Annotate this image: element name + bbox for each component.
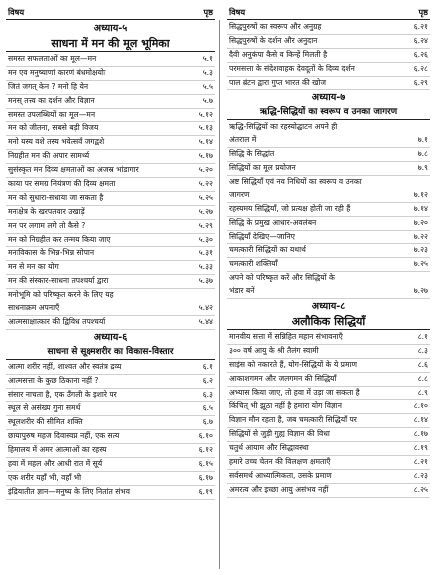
entry-title: मन को निग्रहीत कर तन्मय किया जाए <box>8 234 111 244</box>
toc-entry[interactable] <box>227 414 430 428</box>
entry-page: ७.२३ <box>413 245 428 255</box>
toc-entry[interactable] <box>6 472 215 486</box>
right-column <box>227 6 430 569</box>
toc-entry[interactable] <box>227 484 430 498</box>
entry-title: सिद्धि के सिद्धांत <box>229 149 275 159</box>
entry-title: विज्ञान मौन रहता है, जब चमत्कारी सिद्धियाँ पर <box>229 415 357 425</box>
toc-entry-continued[interactable] <box>6 302 215 316</box>
entry-title: परमसत्ता के संदेशवाहक देवदूतों के दिव्य दर्शन <box>229 63 355 73</box>
entry-page: ७.८ <box>417 149 428 159</box>
entry-title: आकाशगमन और जलगमन की सिद्धियाँ <box>229 373 337 383</box>
entry-page: ५.७ <box>202 95 213 105</box>
entry-page: ६.३ <box>202 389 213 399</box>
toc-entry[interactable] <box>227 21 430 35</box>
page-header: पृष्ठ <box>203 7 213 17</box>
chapter-8-title: अलौकिक सिद्धियाँ <box>227 314 430 330</box>
entry-page: ६.१ <box>202 361 213 371</box>
entry-title: अमरत्व और इच्छा आयु असंभव नहीं <box>229 484 329 494</box>
entry-page: ८.१० <box>413 401 428 411</box>
toc-entry[interactable] <box>6 150 215 164</box>
toc-entry[interactable] <box>227 258 430 272</box>
toc-entry[interactable] <box>6 109 215 123</box>
entry-page: ५.२७ <box>198 206 213 216</box>
toc-entry[interactable] <box>6 192 215 206</box>
entry-title: मन की संस्कार-साधना तपश्चर्या द्वारा <box>8 276 109 286</box>
toc-entry[interactable] <box>6 220 215 234</box>
entry-page: ५.१२ <box>198 109 213 119</box>
entry-title: मनःविकास के भिन्न-भिन्न सोपान <box>8 248 95 258</box>
toc-entry[interactable] <box>6 375 215 389</box>
entry-page: ६.७ <box>202 417 213 427</box>
toc-entry[interactable] <box>227 456 430 470</box>
toc-entry-continued[interactable] <box>227 285 430 299</box>
toc-entry[interactable] <box>6 53 215 67</box>
toc-entry[interactable] <box>227 49 430 63</box>
toc-entry[interactable] <box>6 361 215 375</box>
entry-page: ८.१९ <box>413 443 428 453</box>
left-header <box>6 6 215 20</box>
entry-page: ७.१२ <box>413 189 428 199</box>
entry-title: स्थूलशरीर की सीमित शक्ति <box>8 417 83 427</box>
chapter-5-title: साधना में मन की मूल भूमिका <box>6 36 215 52</box>
left-column <box>6 6 215 569</box>
toc-entry[interactable] <box>6 289 215 302</box>
entry-page: ५.३० <box>198 234 213 244</box>
entry-title: सुसंस्कृत मन दिव्य क्षमताओं का अजस्र भांडागार <box>8 165 139 175</box>
entry-title: मन एव मनुष्याणां कारणं बंधमोक्षयोः <box>8 67 106 77</box>
chapter-7-list-a <box>227 148 430 176</box>
entry-title: अष्ट सिद्धियाँ एवं नव निधियों का स्वरूप व उनका <box>229 177 362 186</box>
entry-page: ६.१५ <box>198 459 213 469</box>
toc-entry[interactable] <box>227 345 430 359</box>
entry-title: पाल ब्रंटन द्वारा गुप्त भारत की खोज <box>229 77 326 87</box>
chapter-6-label: अध्याय-६ <box>93 331 128 343</box>
entry-title: समस्त उपलब्धियों का मूल—मन <box>8 109 96 119</box>
entry-page: ८.६ <box>417 359 428 369</box>
entry-title: अंतराल में <box>229 135 257 145</box>
column-divider <box>219 20 220 569</box>
entry-title: मनःक्षेत्र के खरपतवार उखाड़ें <box>8 206 85 216</box>
subject-header: विषय <box>229 7 246 17</box>
entry-title: स्थूल से असंख्य गुना समर्थ <box>8 403 81 413</box>
entry-title: आत्मा शरीर नहीं, शाश्वत और स्वतंत्र द्रव्य <box>8 361 122 371</box>
entry-page: ७.२५ <box>413 259 428 269</box>
toc-entry[interactable] <box>6 164 215 178</box>
entry-page: ६.१७ <box>198 472 213 482</box>
toc-entry[interactable] <box>227 387 430 401</box>
toc-entry[interactable] <box>227 442 430 456</box>
entry-page: ६.२ <box>202 375 213 385</box>
entry-title: मानवीय सत्ता में सन्निहित महान संभावनाएँ <box>229 332 343 342</box>
entry-page: ५.३३ <box>198 262 213 272</box>
toc-entry[interactable] <box>227 231 430 245</box>
subject-header: विषय <box>8 7 25 17</box>
entry-page: ७.१ <box>417 135 428 145</box>
toc-entry[interactable] <box>6 247 215 261</box>
entry-page: ५.२५ <box>198 192 213 202</box>
toc-entry[interactable] <box>227 203 430 217</box>
entry-page: ६.२८ <box>413 63 428 73</box>
toc-entry[interactable] <box>6 67 215 81</box>
toc-entry[interactable] <box>227 470 430 484</box>
entry-page: ८.१ <box>417 332 428 342</box>
entry-title: किंचित् भी झूठा नहीं है हमारा योग विज्ञान <box>229 401 342 411</box>
toc-entry[interactable] <box>6 416 215 430</box>
toc-entry[interactable] <box>227 359 430 373</box>
toc-entry[interactable] <box>227 373 430 387</box>
entry-page: ५.१ <box>202 53 213 63</box>
entry-page: ६.१० <box>198 431 213 441</box>
entry-page: ५.१४ <box>198 137 213 147</box>
entry-page: ८.२३ <box>413 470 428 480</box>
toc-entry[interactable] <box>227 35 430 49</box>
entry-page: ५.१३ <box>198 123 213 133</box>
entry-title: भंडार बनें <box>229 286 255 296</box>
entry-page: ६.५ <box>202 403 213 413</box>
toc-entry[interactable] <box>227 162 430 176</box>
entry-title: चतुर्थ आयाम और सिद्धावस्था <box>229 443 309 453</box>
entry-page: ७.२२ <box>413 231 428 241</box>
entry-page: ८.९ <box>417 387 428 397</box>
toc-entry[interactable] <box>6 95 215 109</box>
toc-entry[interactable] <box>227 244 430 258</box>
entry-page: ७.१४ <box>413 203 428 213</box>
entry-title: सिद्धि के प्रमुख आधार-अवलंबन <box>229 217 317 227</box>
entry-title: मनस् तत्त्व का दर्शन और विज्ञान <box>8 95 95 105</box>
toc-entry[interactable] <box>227 331 430 345</box>
chapter-6-continued-list <box>227 21 430 90</box>
right-header <box>227 6 430 20</box>
entry-page: ५.३ <box>202 67 213 77</box>
entry-page: ८.१७ <box>413 429 428 439</box>
entry-title: मनो यस्य वशे तस्य भवेत्सर्वं जगद्वशे <box>8 137 105 147</box>
entry-title: सिद्धियों से जुड़ी गुह्य विज्ञान की विधा <box>229 429 330 439</box>
toc-entry[interactable] <box>227 272 430 285</box>
entry-title: दैवी अनुकंपा कैसे व किन्हें मिलती है <box>229 49 328 59</box>
entry-page: ५.३१ <box>198 248 213 258</box>
entry-page: ७.२० <box>413 217 428 227</box>
entry-page: ५.२० <box>198 165 213 175</box>
entry-title: अपने को परिष्कृत करें और सिद्धियों के <box>229 273 335 283</box>
toc-entry-continued[interactable] <box>227 189 430 203</box>
entry-page: ५.५ <box>202 81 213 91</box>
toc-entry[interactable] <box>6 486 215 500</box>
toc-entry[interactable] <box>227 77 430 91</box>
toc-entry[interactable] <box>6 206 215 220</box>
toc-entry[interactable] <box>6 402 215 416</box>
chapter-5-list <box>6 53 215 289</box>
entry-title: जितं जगत् केन ? मनो हि येन <box>8 81 89 91</box>
toc-entry[interactable] <box>6 234 215 248</box>
entry-page: ७.२७ <box>413 286 428 296</box>
entry-page: ६.२६ <box>413 49 428 59</box>
entry-page: ५.४२ <box>198 303 213 313</box>
entry-page: ८.३ <box>417 345 428 355</box>
toc-entry-continued[interactable] <box>227 134 430 148</box>
entry-title: मन से मन का योग <box>8 262 59 272</box>
toc-entry[interactable] <box>6 430 215 444</box>
toc-entry[interactable] <box>6 81 215 95</box>
chapter-7-list-b <box>227 203 430 272</box>
entry-page: ८.८ <box>417 373 428 383</box>
entry-page: ६.२१ <box>413 21 428 31</box>
entry-title: सिद्धपुरुषों का स्वरूप और अनुग्रह <box>229 21 322 31</box>
entry-title: जागरण <box>229 189 250 199</box>
entry-title: काया पर समग्र नियंत्रण की दिव्य क्षमता <box>8 179 116 188</box>
chapter-6-title: साधना से सूक्ष्मशरीर का विकास-विस्तार <box>6 345 215 360</box>
entry-title: सर्वसमर्थ आध्यात्मिकता, उसके प्रमाण <box>229 470 332 480</box>
entry-title: चमत्कारी शक्तियाँ <box>229 259 278 269</box>
entry-title: सिद्धियाँ देखिए—जानिए <box>229 231 295 241</box>
toc-entry[interactable] <box>227 176 430 189</box>
entry-title: ऋद्धि-सिद्धियों का रहस्योद्घाटन अपने ही <box>229 122 338 132</box>
entry-title: मन पर लगाम लगे तो कैसे ? <box>8 220 86 230</box>
entry-page: ६.१९ <box>198 486 213 496</box>
entry-page: ५.२२ <box>198 179 213 188</box>
entry-title: साइंस को नकारते हैं, योग-सिद्धियों के ये प्रमाण <box>229 359 357 369</box>
toc-entry[interactable] <box>6 275 215 289</box>
chapter-6-list <box>6 361 215 500</box>
entry-title: निग्रहीत मन की अपार सामर्थ्य <box>8 151 90 161</box>
chapter-8-list <box>227 331 430 498</box>
toc-entry[interactable] <box>6 458 215 472</box>
entry-title: चमत्कारी सिद्धियों का यथार्थ <box>229 245 306 255</box>
entry-title: हमारे उच्च चेतन की विलक्षण क्षमताएँ <box>229 457 331 467</box>
entry-title: आत्मसत्ता के कुछ ठिकाना नहीं ? <box>8 375 99 385</box>
entry-title: मन को सुधारा-सधाया जा सकता है <box>8 192 104 202</box>
entry-title: सिद्धपुरुषों के दर्शन और अनुदान <box>229 35 318 45</box>
entry-page: ५.३७ <box>198 276 213 286</box>
chapter-7-title: ऋद्धि-सिद्धियों का स्वरूप व उनका जागरण <box>227 105 430 120</box>
entry-title: मनोभूमि को परिष्कृत करने के लिए यह <box>8 290 114 300</box>
toc-entry[interactable] <box>6 261 215 275</box>
toc-entry[interactable] <box>227 121 430 134</box>
entry-title: एक शरीर यहाँ भी, वहाँ भी <box>8 472 82 482</box>
entry-page: ८.२१ <box>413 457 428 467</box>
toc-entry[interactable] <box>6 316 215 330</box>
entry-page: ६.१२ <box>198 445 213 455</box>
entry-title: मन को जीतना, सबसे बड़ी विजय <box>8 123 99 133</box>
toc-entry[interactable] <box>6 444 215 458</box>
entry-page: ७.९ <box>417 163 428 173</box>
toc-entry[interactable] <box>227 428 430 442</box>
chapter-8-label: अध्याय-८ <box>311 301 346 313</box>
chapter-7-label: अध्याय-७ <box>311 92 346 104</box>
page-header: पृष्ठ <box>418 7 428 17</box>
entry-page: ६.२९ <box>413 77 428 87</box>
entry-title: साधनाक्रम अपनाएँ <box>8 303 60 313</box>
entry-page: ६.२४ <box>413 35 428 45</box>
entry-title: अभ्यास किया जाए, तो हवा में उड़ा जा सकता है <box>229 387 360 397</box>
toc-entry[interactable] <box>6 178 215 192</box>
entry-page: ५.२९ <box>198 220 213 230</box>
entry-title: सिद्धियों का मूल प्रयोजन <box>229 163 296 173</box>
entry-page: ८.२५ <box>413 484 428 494</box>
entry-title: संसार नाचता है, एक उँगली के इशारे पर <box>8 389 117 399</box>
toc-entry[interactable] <box>227 63 430 77</box>
entry-title: आत्मसाक्षात्कार की द्विविध तपश्चर्या <box>8 316 106 326</box>
entry-page: ५.१७ <box>198 151 213 161</box>
entry-title: हिमालय में अमर आत्माओं का रहस्य <box>8 445 107 455</box>
toc-entry[interactable] <box>6 389 215 403</box>
toc-entry[interactable] <box>227 217 430 231</box>
chapter-5-label: अध्याय-५ <box>93 23 128 34</box>
entry-title: छायापुरुष महज दिवास्वप्न नहीं, एक सत्य <box>8 431 120 441</box>
entry-title: रहस्यमय सिद्धियाँ, जो प्रत्यक्ष होती जा रही हैं <box>229 203 351 213</box>
entry-title: ३०० वर्ष आयु के श्री तैलंग स्वामी <box>229 345 319 355</box>
entry-page: ८.१४ <box>413 415 428 425</box>
toc-entry[interactable] <box>227 148 430 162</box>
entry-title: समस्त सफलताओं का मूल—मन <box>8 53 97 63</box>
toc-entry[interactable] <box>227 400 430 414</box>
toc-entry[interactable] <box>6 136 215 150</box>
entry-title: इंद्रियातीत ज्ञान—मनुष्य के लिए नितांत संभव <box>8 486 130 496</box>
toc-entry[interactable] <box>6 122 215 136</box>
entry-page: ५.४४ <box>198 316 213 326</box>
entry-title: हवा में महल और आधी रात में सूर्य <box>8 459 103 469</box>
